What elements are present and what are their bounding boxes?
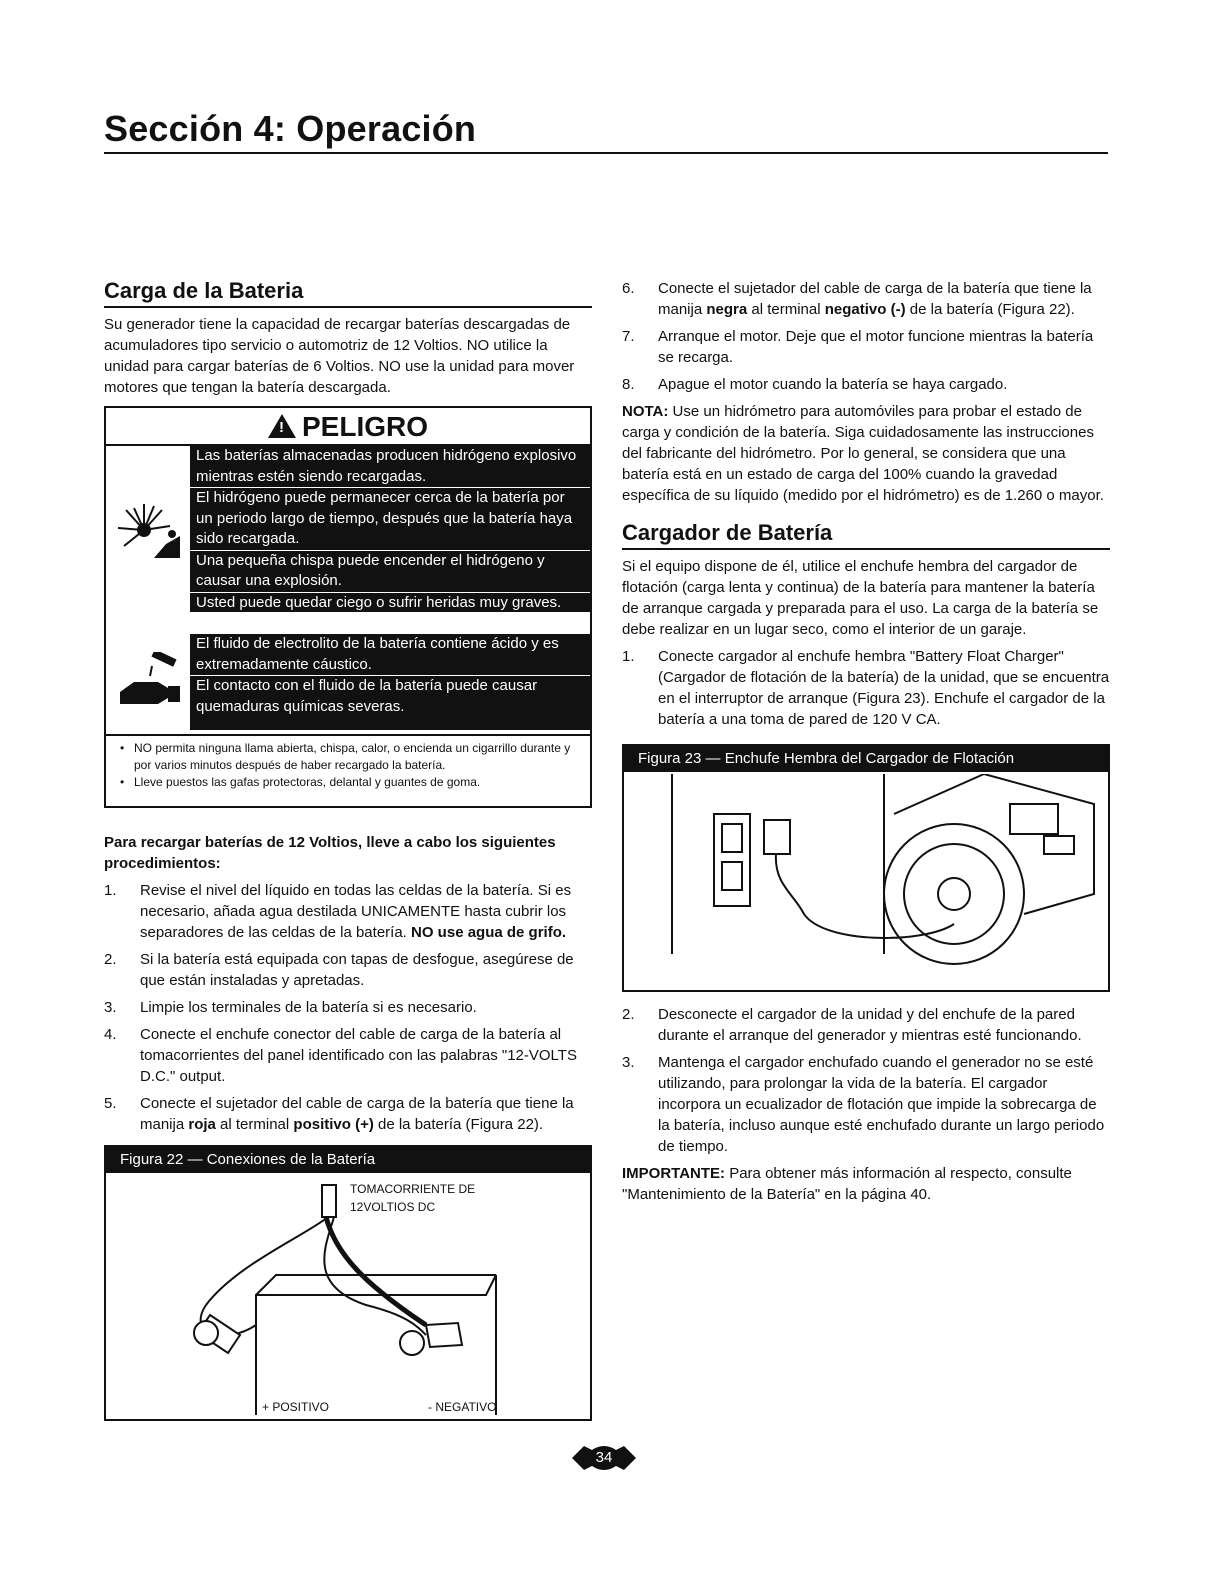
explosion-icon bbox=[114, 500, 184, 565]
danger-bullets bbox=[106, 736, 590, 791]
danger-line: Una pequeña chispa puede encender el hidrógeno y causar una explosión. bbox=[196, 551, 545, 589]
page-title: Sección 4: Operación bbox=[104, 108, 477, 149]
danger-text-block-2 bbox=[190, 634, 590, 730]
step-item: 4. Conecte el enchufe conector del cable de carga de la batería al tomacorrientes del panel identificado con las palabras "12-VOLTS D.C." output. bbox=[104, 1026, 577, 1085]
warning-triangle-icon: ! bbox=[268, 414, 296, 438]
float-charger-illustration bbox=[624, 774, 1108, 986]
step-item: 1. Revise el nivel del líquido en todas las celdas de la batería. Si es necesario, añada agua destilada UNICAMENTE hasta cubrir los separadores de las celdas de la batería. NO use agua de grifo. bbox=[104, 882, 572, 941]
danger-line: El contacto con el fluido de la batería puede causar quemaduras químicas severas. bbox=[196, 677, 538, 715]
label-negative: - NEGATIVO bbox=[428, 1400, 497, 1414]
figure-22-caption: Figura 22 — Conexiones de la Batería bbox=[106, 1147, 590, 1173]
danger-line: El hidrógeno puede permanecer cerca de la batería por un periodo largo de tiempo, después que la batería haya sido recargada. bbox=[196, 489, 573, 547]
important-paragraph: IMPORTANTE: Para obtener más información al respecto, consulte "Mantenimiento de la Batería" en la página 40. bbox=[622, 1165, 1072, 1203]
figure-22 bbox=[104, 1145, 592, 1421]
figure-23-caption: Figura 23 — Enchufe Hembra del Cargador de Flotación bbox=[624, 746, 1108, 772]
intro-paragraph: Su generador tiene la capacidad de recargar baterías descargadas de acumuladores tipo servicio o automotriz de 12 Voltios. NO utilice la unidad para cargar baterías de 6 Voltios. NO use la unidad para mover motores que tengan la batería descargada. bbox=[104, 316, 575, 396]
step-item: 3. Mantenga el cargador enchufado cuando el generador no se esté utilizando, para prolongar la vida de la batería. El cargador incorpora un ecualizador de flotación que impide la sobrecarga de la batería, incluso aunque esté enchufado durante un largo periodo de tiempo. bbox=[622, 1054, 1105, 1155]
danger-row-explosion bbox=[106, 446, 590, 634]
acid-burn-hand-icon bbox=[114, 652, 184, 717]
procedure-steps-left bbox=[104, 880, 592, 1135]
title-rule bbox=[104, 152, 1108, 154]
step-item: 5. Conecte el sujetador del cable de carga de la batería que tiene la manija roja al terminal positivo (+) de la batería (Figura 22). bbox=[104, 1095, 574, 1133]
left-column bbox=[104, 278, 592, 1421]
step-item: 3. Limpie los terminales de la batería si es necesario. bbox=[104, 999, 477, 1016]
charger-intro: Si el equipo dispone de él, utilice el enchufe hembra del cargador de flotación (carga lenta y continua) de la batería para mantener la batería de arranque cargada y preparada para el uso. La carga de la batería se debe realizar en un lugar seco, como el interior de un garaje. bbox=[622, 558, 1099, 638]
procedure-steps-right bbox=[622, 278, 1110, 395]
danger-row-acid bbox=[106, 634, 590, 736]
danger-header bbox=[106, 408, 590, 446]
danger-title: PELIGRO bbox=[301, 411, 428, 442]
step-item: 7. Arranque el motor. Deje que el motor funcione mientras la batería se recarga. bbox=[622, 328, 1094, 366]
procedure-lead: Para recargar baterías de 12 Voltios, lleve a cabo los siguientes procedimientos: bbox=[104, 834, 556, 872]
danger-box bbox=[104, 406, 592, 808]
section-heading-cargador: Cargador de Batería bbox=[622, 520, 1110, 550]
label-outlet: TOMACORRIENTE DE bbox=[350, 1182, 476, 1196]
label-outlet: 12VOLTIOS DC bbox=[350, 1200, 436, 1214]
danger-line: Las baterías almacenadas producen hidrógeno explosivo mientras estén siendo recargadas. bbox=[196, 447, 577, 485]
battery-connection-illustration bbox=[106, 1175, 590, 1415]
section-heading-carga: Carga de la Bateria bbox=[104, 278, 592, 308]
bullet-item: • Lleve puestos las gafas protectoras, delantal y guantes de goma. bbox=[120, 774, 582, 791]
step-item: 1. Conecte cargador al enchufe hembra "Battery Float Charger" (Cargador de flotación de la batería) de la unidad, que se encuentra en el interruptor de arranque (Figura 23). Enchufe el cargador de la batería a una toma de pared de 120 V CA. bbox=[622, 648, 1110, 728]
page-number: 34 bbox=[595, 1449, 613, 1466]
step-item: 8. Apague el motor cuando la batería se haya cargado. bbox=[622, 376, 1008, 393]
step-item: 2. Si la batería está equipada con tapas de desfogue, asegúrese de que están instaladas y apretadas. bbox=[104, 951, 574, 989]
bullet-item: • NO permita ninguna llama abierta, chispa, calor, o encienda un cigarrillo durante y por varios minutos después de haber recargado la batería. bbox=[120, 740, 582, 774]
danger-line: Usted puede quedar ciego o sufrir heridas muy graves. bbox=[196, 593, 562, 611]
charger-step-1 bbox=[622, 646, 1110, 730]
figure-23 bbox=[622, 744, 1110, 992]
step-item: 2. Desconecte el cargador de la unidad y del enchufe de la pared durante el arranque del generador y mientras esté funcionando. bbox=[622, 1006, 1082, 1044]
right-column bbox=[622, 278, 1110, 1205]
danger-text-block-1 bbox=[190, 446, 590, 612]
note-paragraph: NOTA: Use un hidrómetro para automóviles para probar el estado de carga y condición de la batería. Siga cuidadosamente las instrucciones del fabricante del hidrómetro. Por lo general, se considera que una batería está en un estado de carga del 100% cuando la gravedad específica de su líquido (medido por el hidrómetro) es de 1.260 o mayor. bbox=[622, 403, 1104, 504]
label-positive: + POSITIVO bbox=[262, 1400, 330, 1414]
danger-line: El fluido de electrolito de la batería contiene ácido y es extremadamente cáustico. bbox=[196, 635, 559, 673]
charger-steps bbox=[622, 1004, 1110, 1157]
step-item: 6. Conecte el sujetador del cable de carga de la batería que tiene la manija negra al terminal negativo (-) de la batería (Figura 22). bbox=[622, 280, 1092, 318]
